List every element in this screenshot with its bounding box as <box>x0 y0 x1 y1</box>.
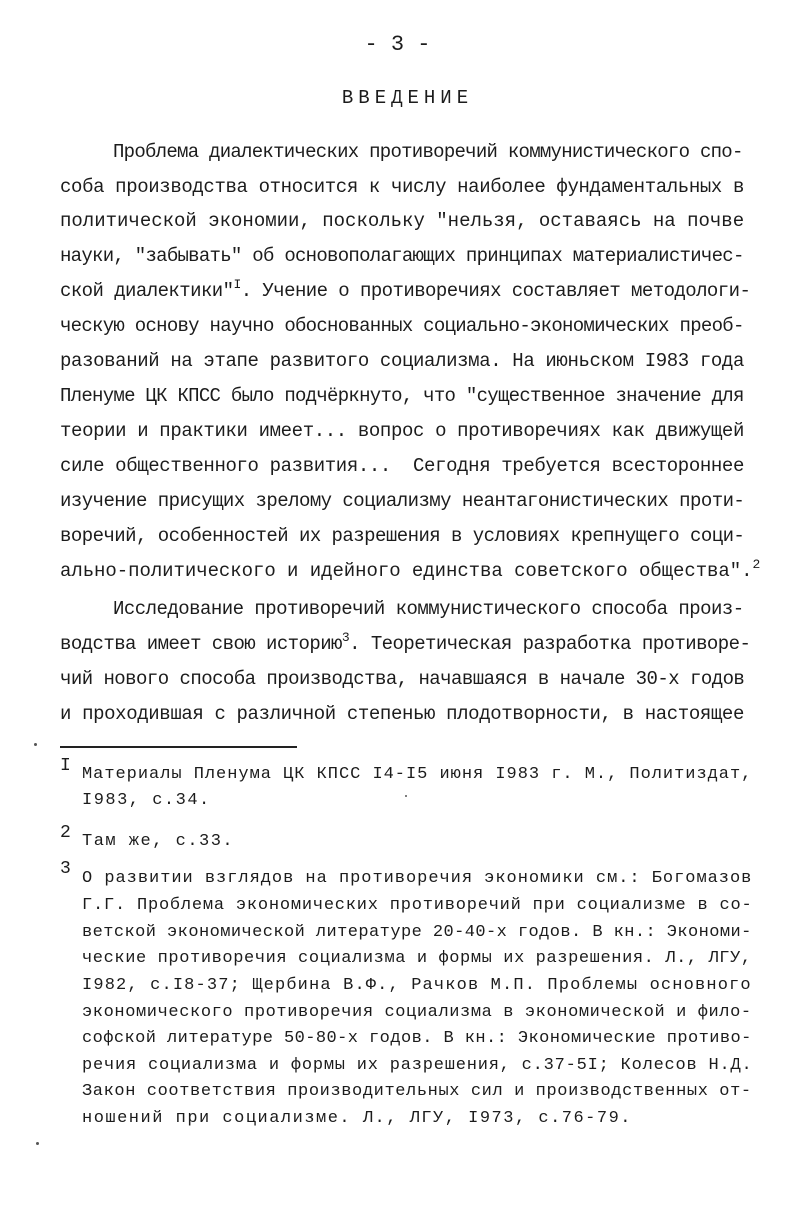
text-line <box>60 279 750 303</box>
text-line-part: ально-политического и идейного единства советского общества". <box>60 560 753 582</box>
footnote-line: I982, с.I8-37; Щербина В.Ф., Рачков М.П. Проблемы основного <box>82 976 752 995</box>
text-line: разований на этапе развитого социализма. На июньском I983 года <box>60 350 744 372</box>
section-heading: ВВЕДЕНИЕ <box>341 87 474 109</box>
text-line-part: . Теоретическая разработка противоре- <box>349 633 751 655</box>
footnote-line: ветской экономической литературе 20-40-х годов. В кн.: Экономи- <box>82 923 752 942</box>
text-line <box>60 632 750 656</box>
scan-speck <box>34 743 37 746</box>
footnote-mark: I <box>60 756 71 776</box>
text-line-part: . Учение о противоречиях составляет методологи- <box>240 280 751 302</box>
text-line: Пленуме ЦК КПСС было подчёркнуто, что "существенное значение для <box>60 385 744 407</box>
footnote-line: Г.Г. Проблема экономических противоречий при социализме в со- <box>82 896 753 915</box>
footnote-line: речия социализма и формы их разрешения, с.37-5I; Колесов Н.Д. <box>82 1056 753 1075</box>
text-line: соба производства относится к числу наиболее фундаментальных в <box>60 176 744 198</box>
text-line-part: водства имеет свою историю <box>60 633 342 655</box>
footnote-ref: 2 <box>752 557 761 572</box>
footnote-line: экономического противоречия социализма в экономической и фило- <box>82 1003 752 1022</box>
footnote-line: Там же, с.33. <box>82 832 235 851</box>
footnote-ref: 3 <box>341 630 350 645</box>
footnote-ref: I <box>233 277 241 292</box>
scan-speck <box>36 1142 39 1145</box>
footnote-mark: 3 <box>60 859 71 879</box>
text-line-part: ской диалектики" <box>60 280 234 302</box>
text-line: политической экономии, поскольку "нельзя, оставаясь на почве <box>60 210 745 232</box>
footnote-line: ношений при социализме. Л., ЛГУ, I973, с.76-79. <box>82 1109 632 1128</box>
footnote-line: софской литературе 50-80-х годов. В кн.: Экономические противо- <box>82 1029 752 1048</box>
text-line: воречий, особенностей их разрешения в условиях крепнущего соци- <box>60 525 745 547</box>
footnote-line: О развитии взглядов на противоречия экономики см.: Богомазов <box>82 869 753 888</box>
footnote-line: Закон соответствия производительных сил и производственных от- <box>82 1082 752 1101</box>
text-line: теории и практики имеет... вопрос о противоречиях как движущей <box>60 420 744 442</box>
text-line: и проходившая с различной степенью плодотворности, в настоящее <box>60 703 744 725</box>
footnote-line: ческие противоречия социализма и формы их разрешения. Л., ЛГУ, <box>82 949 752 968</box>
text-line: силе общественного развития... Сегодня требуется всестороннее <box>60 455 744 477</box>
text-line: Проблема диалектических противоречий коммунистического спо- <box>113 141 743 163</box>
footnote-mark: 2 <box>60 823 71 843</box>
page-number: - 3 - <box>364 32 431 57</box>
text-line <box>60 559 760 583</box>
text-line: изучение присущих зрелому социализму неантагонистических проти- <box>60 490 745 512</box>
text-line: ческую основу научно обоснованных социально-экономических преоб- <box>60 315 744 337</box>
text-line: Исследование противоречий коммунистического способа произ- <box>113 598 744 620</box>
scan-speck <box>405 795 407 797</box>
text-line: науки, "забывать" об основополагающих принципах материалистичес- <box>60 245 744 267</box>
footnote-separator <box>60 746 297 748</box>
text-line: чий нового способа производства, начавшаяся в начале 30-х годов <box>60 668 745 690</box>
footnote-line: I983, с.34. <box>82 791 211 810</box>
footnote-line: Материалы Пленума ЦК КПСС I4-I5 июня I983 г. М., Политиздат, <box>82 765 753 784</box>
